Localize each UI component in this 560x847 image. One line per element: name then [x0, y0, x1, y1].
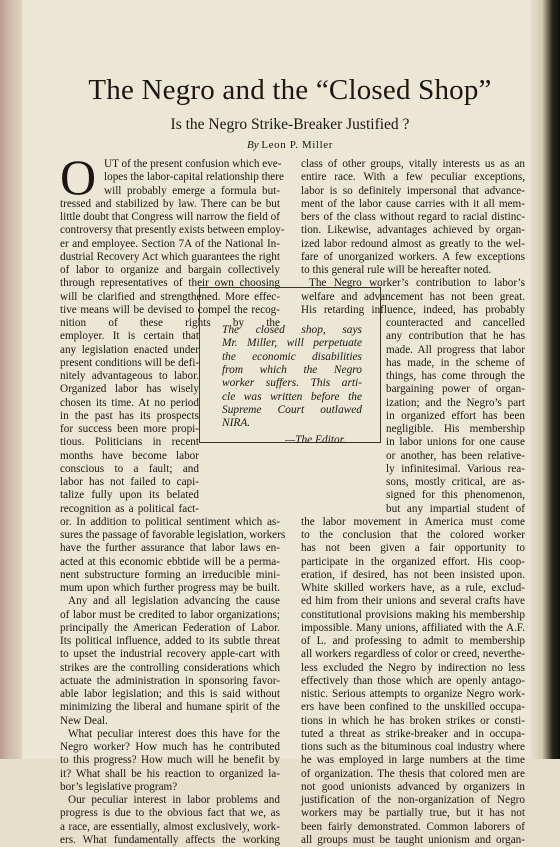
- article-subtitle: Is the Negro Strike-Breaker Justified ?: [170, 116, 410, 133]
- text-line: controversy that presently exists between employ-: [60, 224, 285, 237]
- text-line: nent substructure forming an irreducible mini-: [60, 568, 280, 581]
- text-line: recognition as a political fact-: [60, 502, 199, 515]
- text-line: been fairly demonstrated. Common laborers of: [301, 820, 525, 833]
- text-line: negligible. His membership: [386, 423, 525, 435]
- text-line: signed for this phenomenon,: [386, 489, 525, 502]
- pull-quote-line: from which the Negro: [222, 363, 362, 376]
- text-line: to this progress? How much will he benefit by: [60, 754, 280, 767]
- text-line: bargaining power of organ-: [386, 383, 525, 396]
- author-name: Leon P. Miller: [261, 139, 333, 151]
- text-line: made. All progress that labor: [386, 343, 525, 356]
- text-line: tions in which he has broken strikes or consti-: [301, 714, 525, 727]
- text-line: welfare and advancement has not been great.: [301, 290, 525, 303]
- text-line: What peculiar interest does this have for the: [68, 727, 280, 740]
- text-line: impossible. Many unions, affiliated with the A.F.: [301, 621, 525, 634]
- text-line: things, has come through the: [386, 370, 525, 382]
- text-line: of organization. The thesis that colored men are: [301, 767, 525, 780]
- text-line: White skilled workers have, as a rule, exclud-: [301, 582, 525, 594]
- text-line: Its political influence, added to its subtle threat: [60, 635, 280, 647]
- text-line: ers have been confined to the unskilled occupa-: [301, 701, 525, 714]
- text-line: through representatives of their own choosing: [60, 277, 280, 290]
- text-line: class of other groups, vitally interests us as an: [301, 158, 525, 170]
- pull-quote-line: The closed shop, says: [222, 324, 362, 336]
- text-line: employer. It is certain that: [60, 330, 199, 343]
- text-line: to upset the industrial recovery apple-cart with: [60, 648, 280, 661]
- text-line: mum upon which further progress may be built.: [60, 582, 280, 594]
- text-line: has made, in the scheme of: [386, 356, 525, 369]
- text-line: UT of the present confusion which eve-: [104, 158, 282, 170]
- text-line: New Deal.: [60, 714, 108, 727]
- text-line: of labor must be credited to labor organizations;: [60, 608, 280, 621]
- text-line: a race, are essentially, almost exclusively, work-: [60, 820, 280, 833]
- text-line: labor has not failed to capi-: [60, 476, 199, 488]
- text-line: Our peculiar interest in labor problems and: [68, 794, 280, 806]
- text-line: of labor to organize and bargain collectively: [60, 264, 280, 276]
- text-line: but any impartial student of: [386, 502, 525, 515]
- text-line: in the past has its prospects: [60, 409, 199, 422]
- text-line: entire race. With a few peculiar exceptions,: [301, 171, 525, 184]
- text-line: The Negro worker’s contribution to labor’s: [309, 277, 525, 290]
- pull-quote-line: Mr. Miller, will perpetuate: [222, 337, 362, 350]
- text-line: participate in the organized effort. His coop-: [301, 555, 525, 568]
- text-line: tion. Likewise, advantages achieved by organ-: [301, 224, 525, 237]
- text-line: able labor legislation; and this is said without: [60, 688, 280, 700]
- text-line: ly infinitesimal. Various rea-: [386, 462, 525, 475]
- text-line: chosen its time. At no period: [60, 396, 199, 409]
- text-line: present conditions will be defi-: [60, 356, 200, 369]
- text-line: has not been given a fair opportunity to: [301, 542, 525, 555]
- page-gutter-shadow: [530, 0, 560, 759]
- text-line: nistic. Serious attempts to organize Negro work-: [301, 688, 525, 700]
- text-line: or. In addition to political sentiment which as-: [60, 515, 280, 528]
- text-line: for success been more propi-: [60, 423, 199, 435]
- text-line: sures the passage of favorable legislation, workers: [60, 529, 286, 541]
- text-line: little doubt that Congress will narrow the field of: [60, 211, 280, 223]
- text-line: all workers regardless of color or creed, neverthe-: [301, 648, 525, 661]
- text-line: dustrial Recovery Act which guarantees the right: [60, 250, 280, 263]
- text-line: ized labor redound almost as greatly to the wel-: [301, 237, 525, 250]
- text-line: principally the American Federation of Labor.: [60, 621, 280, 634]
- pull-quote-line: Supreme Court outlawed: [222, 403, 362, 416]
- text-line: ment of the labor cause carries with it all mem-: [301, 197, 525, 210]
- pull-quote-line: NIRA.: [222, 417, 251, 430]
- text-line: eration, if desired, has not been insisted upon.: [301, 568, 525, 581]
- text-line: ers. What fundamentally affects the working: [60, 833, 280, 846]
- text-line: any contribution that he has: [386, 330, 525, 343]
- text-line: tious. Politicians in recent: [60, 436, 199, 449]
- article-title: The Negro and the “Closed Shop”: [88, 74, 492, 106]
- text-line: bers of the class without regard to racial distinc-: [301, 211, 525, 223]
- text-line: of L. and professing to admit to membership: [301, 635, 525, 647]
- text-line: acted at this economic ebbtide will be a perma-: [60, 555, 280, 568]
- text-line: actuate the administration in sponsoring favor-: [60, 674, 280, 687]
- text-line: the labor movement in America must come: [301, 515, 525, 528]
- text-line: strikes are the controlling considerations which: [60, 661, 280, 674]
- text-line: fare of unorganized workers. A few exceptions: [301, 250, 525, 263]
- text-line: not good unionists advanced by organizers in: [301, 780, 525, 793]
- text-line: tuted a threat as strike-breaker and in occupa-: [301, 727, 525, 740]
- text-line: months have become labor: [60, 449, 199, 462]
- text-line: Organized labor has wisely: [60, 383, 199, 396]
- text-line: in labor unions for one cause: [386, 436, 525, 449]
- text-line: Negro worker? How much has he contributed: [60, 741, 280, 753]
- text-line: nition of these rights by the: [60, 317, 280, 329]
- text-line: all groups must be taught unionism and organ-: [301, 833, 525, 846]
- text-line: to the conclusion that the colored worker: [301, 529, 525, 541]
- text-line: Any and all legislation advancing the cause: [68, 595, 280, 608]
- text-line: will probably emerge a formula but-: [104, 184, 280, 197]
- article-byline: [60, 139, 520, 151]
- pull-quote-attribution: —The Editor.: [285, 434, 346, 446]
- text-line: in organized effort has been: [386, 409, 525, 422]
- text-line: to this general rule will be hereafter noted.: [301, 264, 492, 276]
- text-line: conscious to a fault; and: [60, 462, 199, 475]
- pull-quote-line: cle was written before the: [222, 390, 362, 403]
- text-line: constitutional provisions making his membership: [301, 608, 525, 621]
- text-line: talize fully upon its belated: [60, 489, 199, 502]
- text-line: tressed and stabilized by law. There can be but: [60, 197, 280, 210]
- text-line: effectively than those which are openly antago-: [301, 674, 525, 687]
- text-line: tions such as the bituminous coal industry where: [301, 741, 525, 753]
- text-line: ed him from their unions and several crafts have: [301, 595, 525, 608]
- text-line: minimizing the liberal and humane spirit of the: [60, 701, 280, 714]
- text-line: it? What shall be his reaction to organized la-: [60, 767, 280, 780]
- text-line: labor is so definitely impersonal that advance-: [301, 184, 525, 197]
- text-line: sons, mostly critical, are as-: [386, 476, 525, 488]
- text-line: have the further assurance that labor laws en-: [60, 542, 280, 555]
- text-line: His retarding influence, indeed, has probably: [301, 303, 525, 316]
- text-line: or another, has been relative-: [386, 449, 525, 462]
- text-line: he was employed in large numbers at the time: [301, 754, 525, 767]
- pull-quote-line: the economic disabilities: [222, 350, 362, 363]
- text-line: any legislation enacted under: [60, 343, 199, 356]
- pull-quote-box: [199, 287, 381, 446]
- text-line: ization; and the Negro’s part: [386, 396, 525, 409]
- text-line: er and employee. Section 7A of the National In-: [60, 237, 280, 250]
- text-line: progress is due to the obvious fact that we, as: [60, 807, 280, 820]
- text-line: will be clarified and strengthened. More effec-: [60, 290, 280, 303]
- text-line: workers may be partially true, but it has not: [301, 807, 525, 820]
- text-line: justification of the non-organization of Negro: [301, 794, 525, 806]
- text-line: lopes the labor-capital relationship there: [104, 171, 284, 184]
- byline-prefix: By: [246, 139, 259, 151]
- text-line: bor’s legislative program?: [60, 780, 178, 793]
- book-spine-shadow: [0, 0, 22, 759]
- pull-quote-line: worker suffers. This arti-: [222, 377, 362, 390]
- text-line: less excluded the Negro by indirection no less: [301, 661, 525, 674]
- text-line: nitely advantageous to labor.: [60, 370, 199, 382]
- text-line: counteracted and cancelled: [386, 317, 525, 329]
- text-line: tive means will be devised to compel the recog-: [60, 303, 280, 316]
- drop-cap: O: [60, 149, 97, 205]
